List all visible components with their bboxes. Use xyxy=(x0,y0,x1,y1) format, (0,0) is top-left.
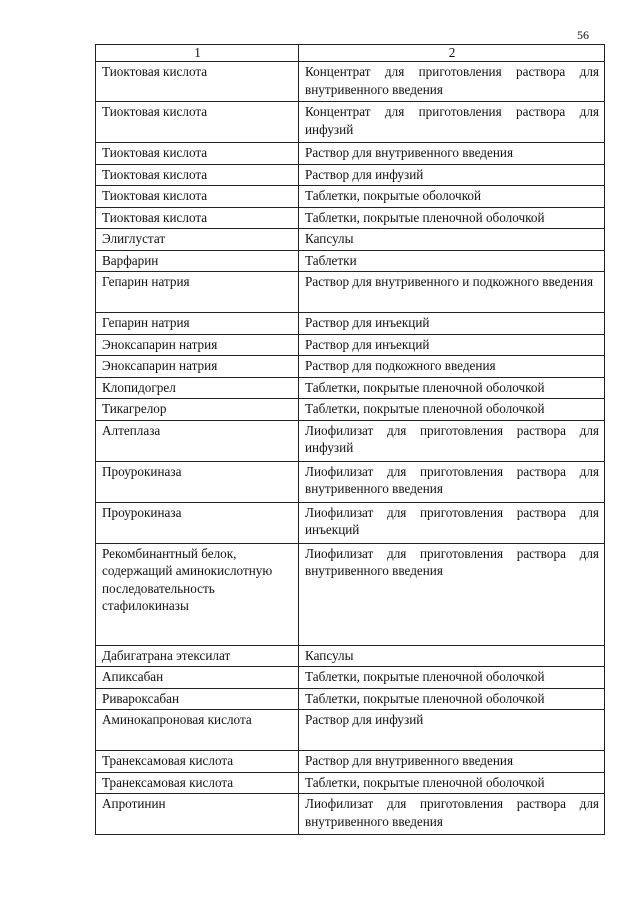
page-number: 56 xyxy=(577,28,589,42)
dosage-form-cell: Капсулы xyxy=(299,645,605,667)
table-row xyxy=(96,62,605,102)
dosage-form-cell: Раствор для внутривенного введения xyxy=(299,751,605,773)
table-row xyxy=(96,420,605,461)
table-row xyxy=(96,164,605,186)
drug-name-cell: Тиоктовая кислота xyxy=(96,207,299,229)
drug-name-cell: Ривароксабан xyxy=(96,688,299,710)
drug-name-cell: Проурокиназа xyxy=(96,502,299,543)
dosage-form-cell: Таблетки, покрытые пленочной оболочкой xyxy=(299,772,605,794)
dosage-form-cell: Раствор для подкожного введения xyxy=(299,356,605,378)
drug-name-cell: Транексамовая кислота xyxy=(96,772,299,794)
dosage-form-cell: Таблетки, покрытые пленочной оболочкой xyxy=(299,207,605,229)
drug-name-cell: Дабигатрана этексилат xyxy=(96,645,299,667)
drug-name-cell: Тиоктовая кислота xyxy=(96,186,299,208)
dosage-form-cell: Раствор для инфузий xyxy=(299,710,605,751)
dosage-form-cell: Таблетки, покрытые пленочной оболочкой xyxy=(299,667,605,689)
table-row xyxy=(96,229,605,251)
dosage-form-cell: Раствор для инъекций xyxy=(299,313,605,335)
table-row xyxy=(96,250,605,272)
table-row xyxy=(96,102,605,143)
table-row xyxy=(96,356,605,378)
dosage-form-cell: Раствор для инфузий xyxy=(299,164,605,186)
dosage-form-cell: Лиофилизат для приготовления раствора для инъекций xyxy=(299,502,605,543)
table-row xyxy=(96,645,605,667)
table-row xyxy=(96,272,605,313)
dosage-form-cell: Концентрат для приготовления раствора для внутривенного введения xyxy=(299,62,605,102)
dosage-form-cell: Лиофилизат для приготовления раствора для внутривенного введения xyxy=(299,461,605,502)
table-row xyxy=(96,143,605,165)
table-row xyxy=(96,207,605,229)
drug-name-cell: Тикагрелор xyxy=(96,399,299,421)
dosage-form-cell: Концентрат для приготовления раствора для инфузий xyxy=(299,102,605,143)
drug-name-cell: Аминокапроновая кислота xyxy=(96,710,299,751)
dosage-form-cell: Таблетки, покрытые оболочкой xyxy=(299,186,605,208)
table-body xyxy=(96,62,605,835)
drug-name-cell: Тиоктовая кислота xyxy=(96,102,299,143)
dosage-form-cell: Таблетки, покрытые пленочной оболочкой xyxy=(299,399,605,421)
table-row xyxy=(96,502,605,543)
drug-table xyxy=(95,44,605,835)
table-row xyxy=(96,313,605,335)
drug-name-cell: Тиоктовая кислота xyxy=(96,143,299,165)
table-row xyxy=(96,334,605,356)
dosage-form-cell: Капсулы xyxy=(299,229,605,251)
drug-name-cell: Клопидогрел xyxy=(96,377,299,399)
drug-name-cell: Тиоктовая кислота xyxy=(96,62,299,102)
column-header-1: 1 xyxy=(96,45,299,62)
table-row xyxy=(96,688,605,710)
table-row xyxy=(96,377,605,399)
header-row xyxy=(96,45,605,62)
table-row xyxy=(96,543,605,645)
dosage-form-cell: Таблетки, покрытые пленочной оболочкой xyxy=(299,688,605,710)
table-row xyxy=(96,772,605,794)
dosage-form-cell: Раствор для инъекций xyxy=(299,334,605,356)
drug-name-cell: Транексамовая кислота xyxy=(96,751,299,773)
drug-name-cell: Гепарин натрия xyxy=(96,272,299,313)
dosage-form-cell: Таблетки xyxy=(299,250,605,272)
dosage-form-cell: Раствор для внутривенного введения xyxy=(299,143,605,165)
table-row xyxy=(96,461,605,502)
drug-name-cell: Эноксапарин натрия xyxy=(96,334,299,356)
dosage-form-cell: Раствор для внутривенного и подкожного введения xyxy=(299,272,605,313)
table-row xyxy=(96,710,605,751)
table-row xyxy=(96,794,605,835)
table-row xyxy=(96,399,605,421)
drug-name-cell: Варфарин xyxy=(96,250,299,272)
drug-name-cell: Проурокиназа xyxy=(96,461,299,502)
drug-name-cell: Тиоктовая кислота xyxy=(96,164,299,186)
dosage-form-cell: Лиофилизат для приготовления раствора для внутривенного введения xyxy=(299,543,605,645)
dosage-form-cell: Лиофилизат для приготовления раствора для инфузий xyxy=(299,420,605,461)
drug-name-cell: Элиглустат xyxy=(96,229,299,251)
drug-name-cell: Апротинин xyxy=(96,794,299,835)
table-row xyxy=(96,186,605,208)
drug-name-cell: Рекомбинантный белок, содержащий аминокислотную последовательность стафилокиназы xyxy=(96,543,299,645)
column-header-2: 2 xyxy=(299,45,605,62)
drug-name-cell: Апиксабан xyxy=(96,667,299,689)
table-row xyxy=(96,751,605,773)
drug-name-cell: Гепарин натрия xyxy=(96,313,299,335)
dosage-form-cell: Лиофилизат для приготовления раствора для внутривенного введения xyxy=(299,794,605,835)
drug-name-cell: Алтеплаза xyxy=(96,420,299,461)
drug-name-cell: Эноксапарин натрия xyxy=(96,356,299,378)
table-row xyxy=(96,667,605,689)
dosage-form-cell: Таблетки, покрытые пленочной оболочкой xyxy=(299,377,605,399)
